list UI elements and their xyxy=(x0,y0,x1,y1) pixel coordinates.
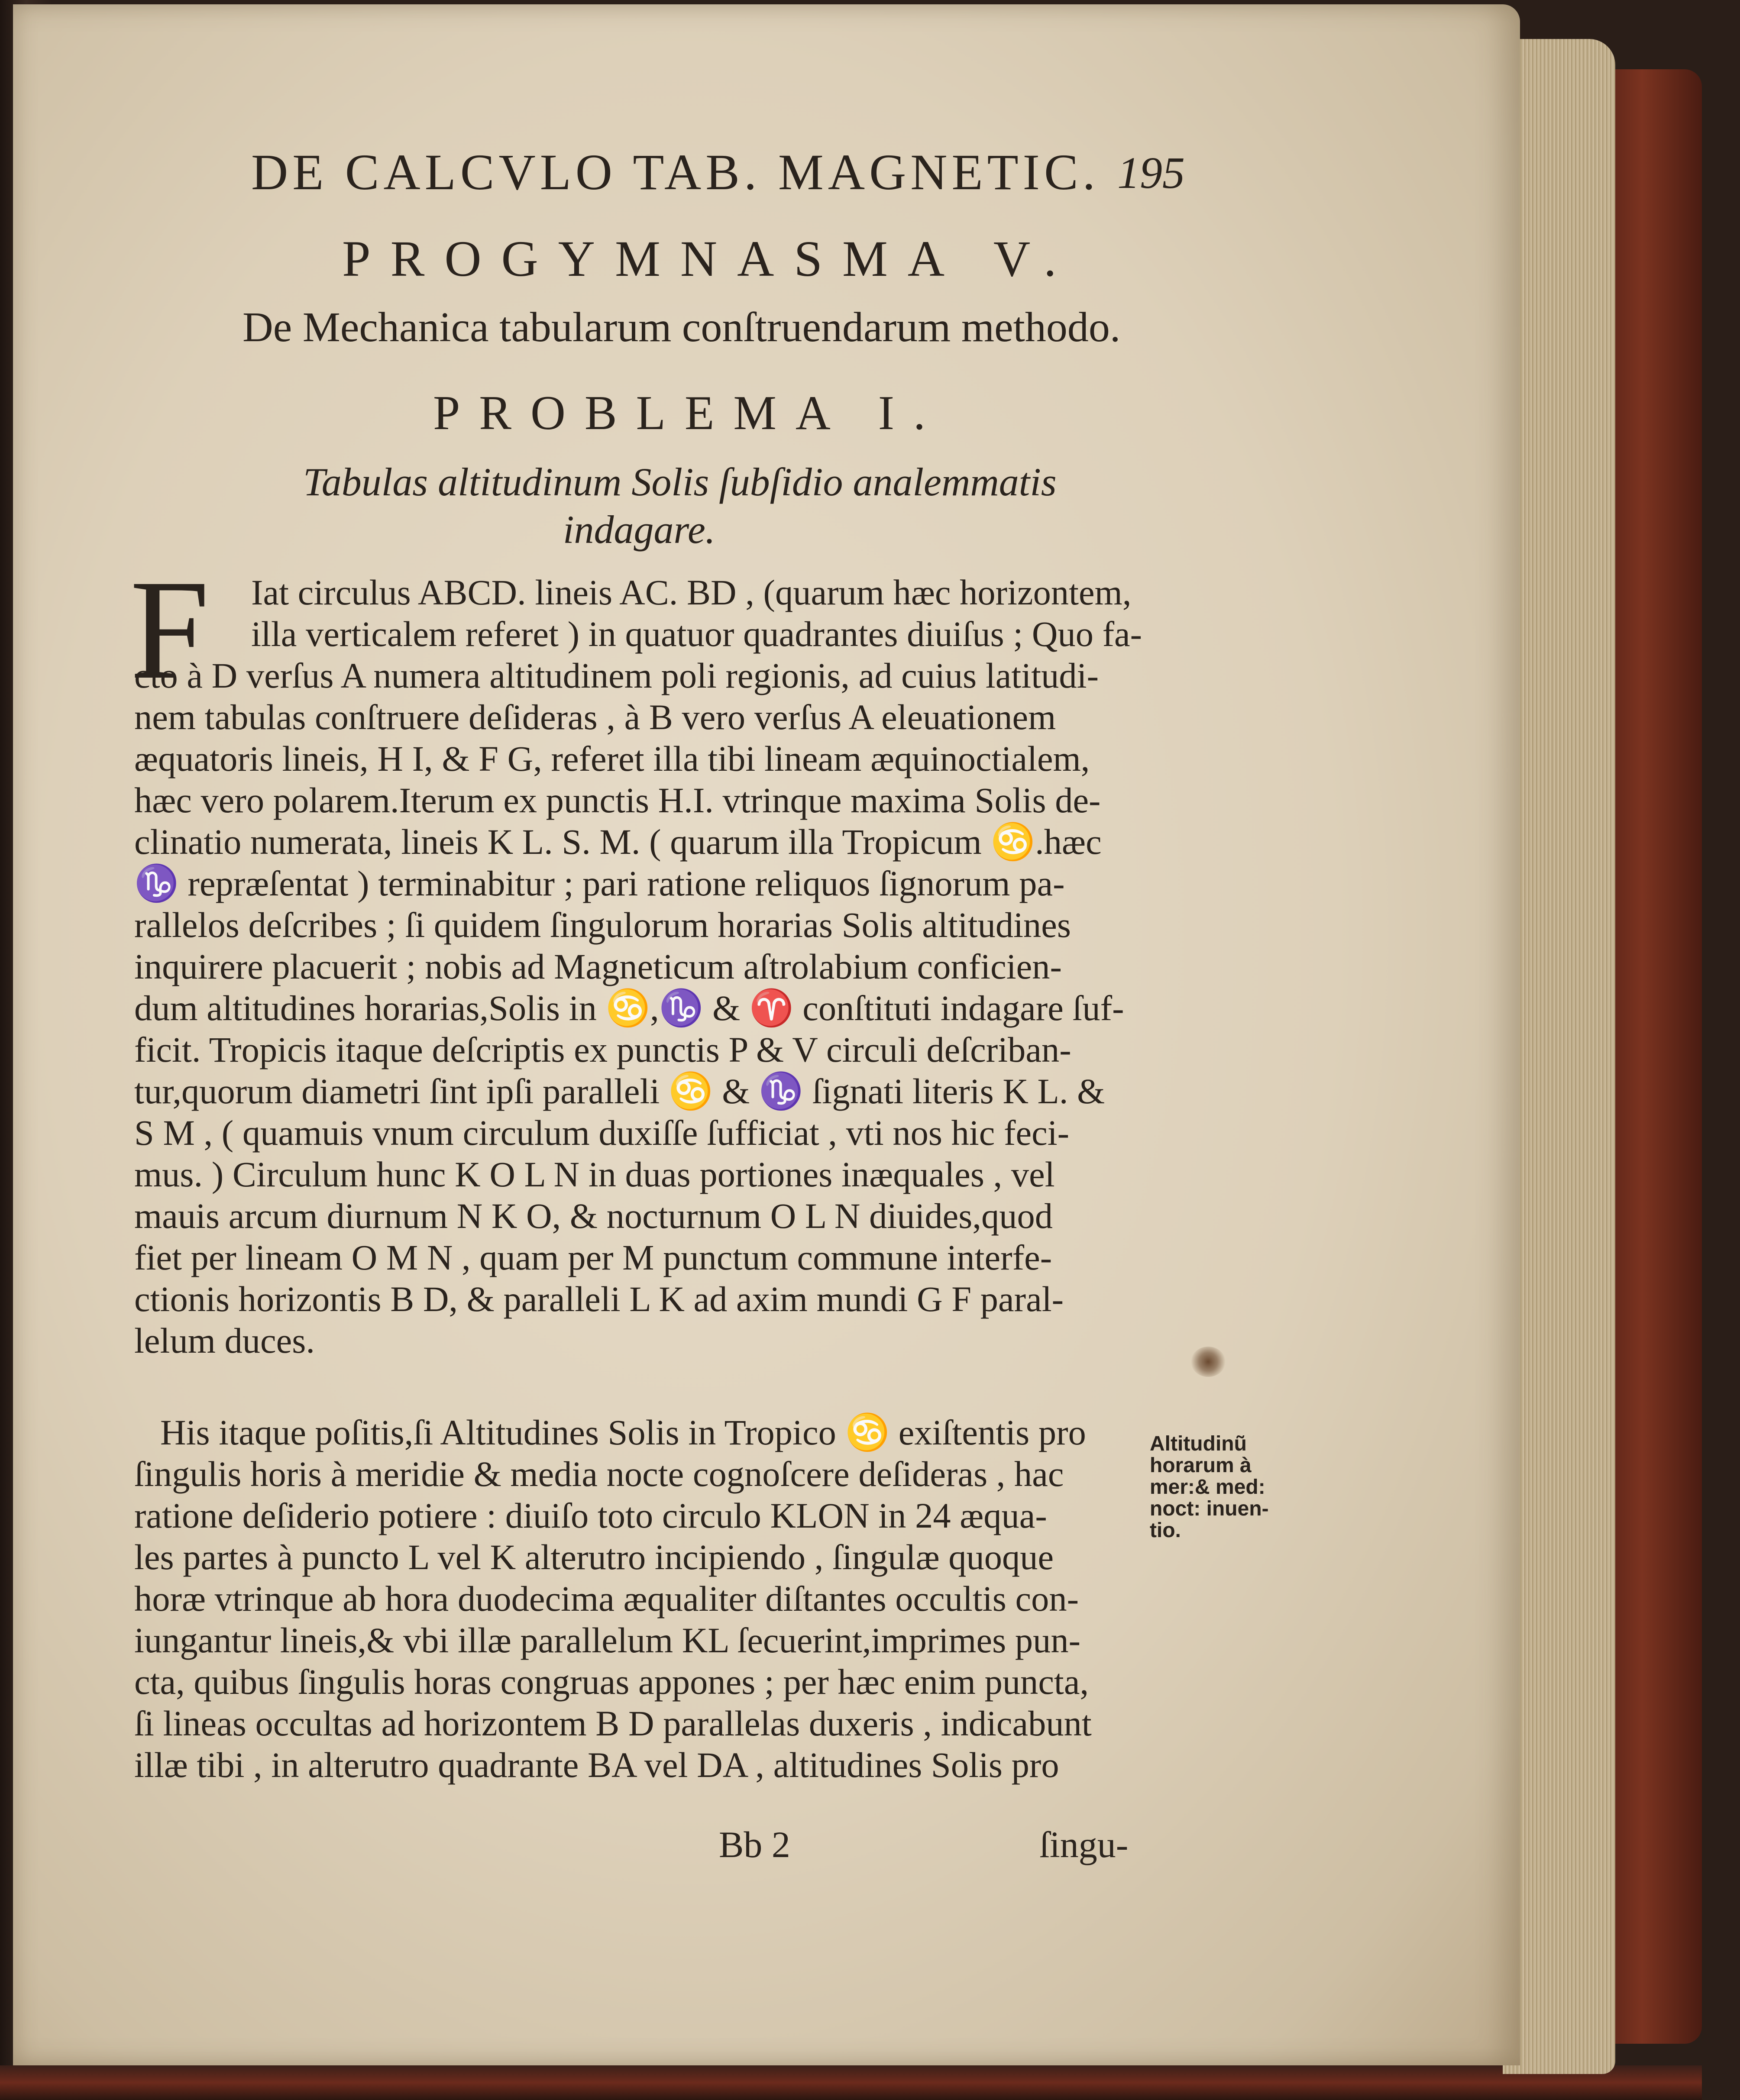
section-subtitle: De Mechanica tabularum conſtruendarum methodo. xyxy=(243,304,1121,351)
running-head: DE CALCVLO TAB. MAGNETIC. xyxy=(251,144,1100,200)
paragraph-line: cto à D verſus A numera altitudinem poli regionis, ad cuius latitudi- xyxy=(134,656,1099,695)
ink-stain xyxy=(1191,1347,1226,1377)
paragraph-line: tur,quorum diametri ſint ipſi paralleli ♋ & ♑ ſignati literis K L. & xyxy=(134,1071,1105,1111)
problem-title: PROBLEMA I. xyxy=(433,386,944,440)
paragraph-line: mauis arcum diurnum N K O, & nocturnum O L N diuides,quod xyxy=(134,1196,1053,1236)
paragraph-line: ficit. Tropicis itaque deſcriptis ex punctis P & V circuli deſcriban- xyxy=(134,1030,1071,1069)
paragraph-line: cta, quibus ſingulis horas congruas appones ; per hæc enim puncta, xyxy=(134,1662,1089,1702)
marginal-note-line: tio. xyxy=(1150,1519,1181,1542)
paragraph-line: illa verticalem referet ) in quatuor quadrantes diuiſus ; Quo fa- xyxy=(251,614,1142,654)
marginal-note-line: horarum à xyxy=(1150,1454,1252,1477)
paragraph-line: clinatio numerata, lineis K L. S. M. ( quarum illa Tropicum ♋.hæc xyxy=(134,822,1102,862)
catchword: ſingu- xyxy=(1039,1824,1129,1865)
paragraph-line: Iat circulus ABCD. lineis AC. BD , (quarum hæc horizontem, xyxy=(251,572,1132,612)
paragraph-line: ratione deſiderio potiere : diuiſo toto circulo KLON in 24 æqua- xyxy=(134,1496,1047,1535)
paragraph-1 xyxy=(134,572,1142,1361)
paragraph-line: rallelos deſcribes ; ſi quidem ſingulorum horarias Solis altitudines xyxy=(134,905,1071,945)
paragraph-line: fiet per lineam O M N , quam per M punctum commune interfe- xyxy=(134,1237,1052,1277)
paragraph-line: S M , ( quamuis vnum circulum duxiſſe ſufficiat , vti nos hic feci- xyxy=(134,1113,1070,1153)
paragraph-line: inquirere placuerit ; nobis ad Magneticum aſtrolabium conficien- xyxy=(134,947,1062,986)
paragraph-line: nem tabulas conſtruere deſideras , à B vero verſus A eleuationem xyxy=(134,697,1056,737)
paragraph-line: les partes à puncto L vel K alterutro incipiendo , ſingulæ quoque xyxy=(134,1537,1054,1577)
paragraph-line: ♑ repræſentat ) terminabitur ; pari ratione reliquos ſignorum pa- xyxy=(134,863,1065,903)
paragraph-line: ctionis horizontis B D, & paralleli L K ad axim mundi G F paral- xyxy=(134,1279,1064,1319)
drop-cap: F xyxy=(130,551,210,709)
page-number: 195 xyxy=(1117,148,1185,198)
paragraph-line: His itaque poſitis,ſi Altitudines Solis in Tropico ♋ exiſtentis pro xyxy=(160,1412,1086,1452)
paragraph-line: æquatoris lineis, H I, & F G, referet illa tibi lineam æquinoctialem, xyxy=(134,739,1090,779)
paragraph-line: hæc vero polarem.Iterum ex punctis H.I. vtrinque maxima Solis de- xyxy=(134,780,1101,820)
paragraph-line: illæ tibi , in alterutro quadrante BA vel DA , altitudines Solis pro xyxy=(134,1745,1059,1785)
paragraph-line: ſingulis horis à meridie & media nocte cognoſcere deſideras , hac xyxy=(134,1454,1064,1494)
marginal-note-line: noct: inuen- xyxy=(1150,1497,1269,1520)
paragraph-line: lelum duces. xyxy=(134,1321,315,1360)
problem-heading-line-2: indagare. xyxy=(563,507,715,552)
paragraph-2 xyxy=(134,1412,1092,1786)
paragraph-line: mus. ) Circulum hunc K O L N in duas portiones inæquales , vel xyxy=(134,1154,1055,1194)
book-cover-bottom xyxy=(0,2065,1702,2100)
marginal-note-line: mer:& med: xyxy=(1150,1476,1265,1499)
paragraph-line: ſi lineas occultas ad horizontem B D parallelas duxeris , indicabunt xyxy=(134,1703,1092,1743)
paragraph-line: iungantur lineis,& vbi illæ parallelum KL ſecuerint,imprimes pun- xyxy=(134,1620,1081,1660)
section-title: PROGYMNASMA V. xyxy=(342,230,1077,287)
marginal-note xyxy=(1150,1433,1269,1541)
marginal-note-line: Altitudinũ xyxy=(1150,1432,1247,1455)
paragraph-line: horæ vtrinque ab hora duodecima æqualiter diſtantes occultis con- xyxy=(134,1579,1079,1619)
signature-mark: Bb 2 xyxy=(719,1824,790,1865)
paragraph-line: dum altitudines horarias,Solis in ♋,♑ & ♈ conſtituti indagare ſuf- xyxy=(134,988,1124,1028)
problem-heading-line-1: Tabulas altitudinum Solis ſubſidio analemmatis xyxy=(303,460,1057,504)
book-cover-edge xyxy=(1602,69,1702,2044)
